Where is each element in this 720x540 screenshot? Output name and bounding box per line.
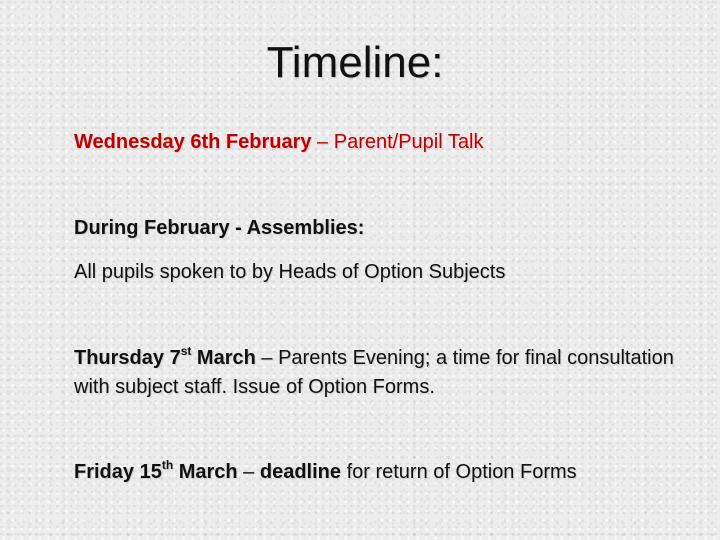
item-text: for return of Option Forms — [341, 461, 577, 483]
item-date-prefix: Friday 15 — [74, 461, 162, 483]
slide-title: Timeline: — [266, 38, 444, 87]
timeline-item-deadline — [74, 458, 694, 487]
timeline-item-assemblies-text: All pupils spoken to by Heads of Option Subjects — [74, 261, 506, 283]
timeline-item-parents-evening — [74, 344, 694, 402]
item-date: Wednesday 6th February — [74, 131, 312, 153]
timeline-heading-assemblies: During February - Assemblies: — [74, 217, 365, 239]
item-text: Parent/Pupil Talk — [333, 131, 484, 153]
item-separator: – — [311, 131, 334, 153]
item-date-sup: st — [180, 344, 192, 358]
item-date — [74, 458, 238, 483]
item-date-suffix: March — [191, 347, 256, 369]
item-separator: – — [237, 461, 260, 483]
item-date-sup: th — [161, 458, 174, 472]
item-emphasis: deadline — [259, 461, 342, 483]
item-date-prefix: Thursday 7 — [74, 347, 181, 369]
item-text: – Parents Evening; a time for final consultation with subject staff. Issue of Option Forms. — [74, 347, 674, 398]
item-date-suffix: March — [173, 461, 238, 483]
item-date — [74, 344, 256, 369]
timeline-item-parent-pupil-talk — [74, 128, 694, 157]
